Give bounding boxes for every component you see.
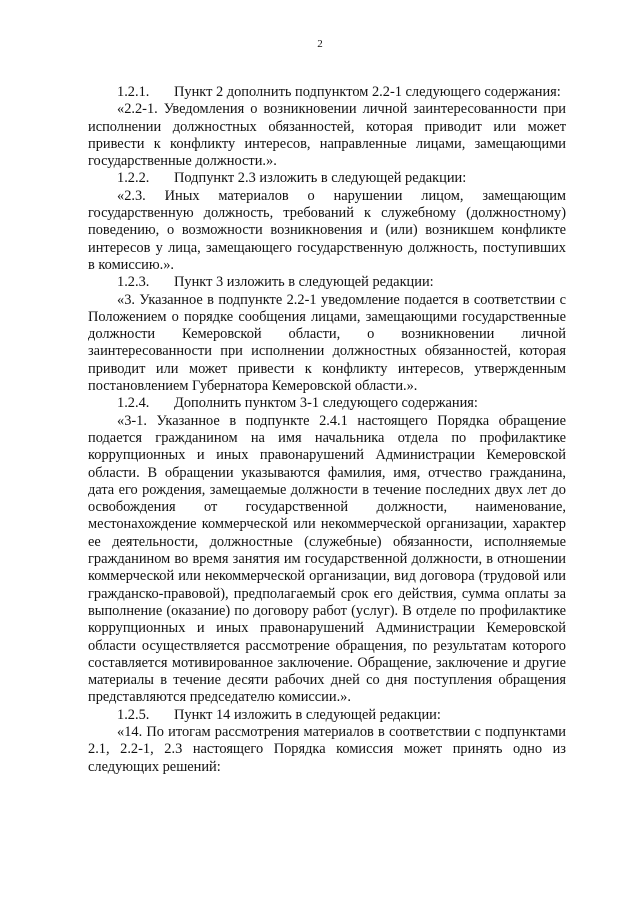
quoted-text-2-3: «2.3. Иных материалов о нарушении лицом, замещающим государственную должность, требований к служебному (должностному) поведению, о возможности возникновения и (или) возникшем конфликте интересов у лица, замещающего государственную должность, поступивших в комиссию.».: [88, 187, 566, 273]
page-number: 2: [317, 38, 323, 50]
clause-number: 1.2.1.: [117, 84, 150, 100]
clause-text: Пункт 3 изложить в следующей редакции:: [174, 274, 434, 291]
clause-text: Дополнить пунктом 3-1 следующего содержания:: [174, 395, 478, 412]
clause-1-2-5: [88, 707, 566, 724]
clause-1-2-2: [88, 170, 566, 187]
clause-text: Пункт 2 дополнить подпунктом 2.2-1 следующего содержания:: [174, 84, 561, 100]
clause-1-2-3: [88, 274, 566, 291]
clause-text: Подпункт 2.3 изложить в следующей редакции:: [174, 170, 467, 187]
clause-number: 1.2.2.: [117, 170, 150, 187]
clause-1-2-4: [88, 395, 566, 412]
quoted-text-3: «3. Указанное в подпункте 2.2-1 уведомление подается в соответствии с Положением о порядке сообщения лицами, замещающими государственные должности Кемеровской области, о возникновении личной заинтересованности при исполнении должностных обязанностей, которая приводит или может привести к конфликту интересов, утвержденным постановлением Губернатора Кемеровской области.».: [88, 291, 566, 395]
clause-number: 1.2.4.: [117, 395, 150, 412]
clause-number: 1.2.5.: [117, 706, 150, 723]
quoted-text-14: «14. По итогам рассмотрения материалов в соответствии с подпунктами 2.1, 2.2-1, 2.3 настоящего Порядка комиссия может принять одно из следующих решений:: [88, 723, 566, 775]
clause-1-2-1: [88, 84, 566, 101]
quoted-text-3-1: «3-1. Указанное в подпункте 2.4.1 настоящего Порядка обращение подается гражданином на имя начальника отдела по профилактике коррупционных и иных правонарушений Администрации Кемеровской области. В обращении указываются фамилия, имя, отчество гражданина, дата его рождения, замещаемые должности в течение последних двух лет до освобождения от государственной должности, наименование, местонахождение коммерческой или некоммерческой организации, характер ее деятельности, должностные (служебные) обязанности, исполняемые гражданином во время занятия им государственной должности, в отношении коммерческой или некоммерческой организации, вид договора (трудовой или гражданско-правовой), предполагаемый срок его действия, сумма оплаты за выполнение (оказание) по договору работ (услуг). В отделе по профилактике коррупционных и иных правонарушений Администрации Кемеровской области осуществляется рассмотрение обращения, по результатам которого составляется мотивированное заключение. Обращение, заключение и другие материалы в течение десяти рабочих дней со дня поступления обращения представляются председателю комиссии.».: [88, 412, 566, 706]
clause-number: 1.2.3.: [117, 274, 150, 291]
clause-text: Пункт 14 изложить в следующей редакции:: [174, 706, 441, 723]
document-body: [88, 84, 566, 776]
quoted-text-2-2-1: «2.2-1. Уведомления о возникновении личной заинтересованности при исполнении должностных обязанностей, которая приводит или может привести к конфликту интересов, направленные лицами, замещающими государственные должности.».: [88, 101, 566, 170]
